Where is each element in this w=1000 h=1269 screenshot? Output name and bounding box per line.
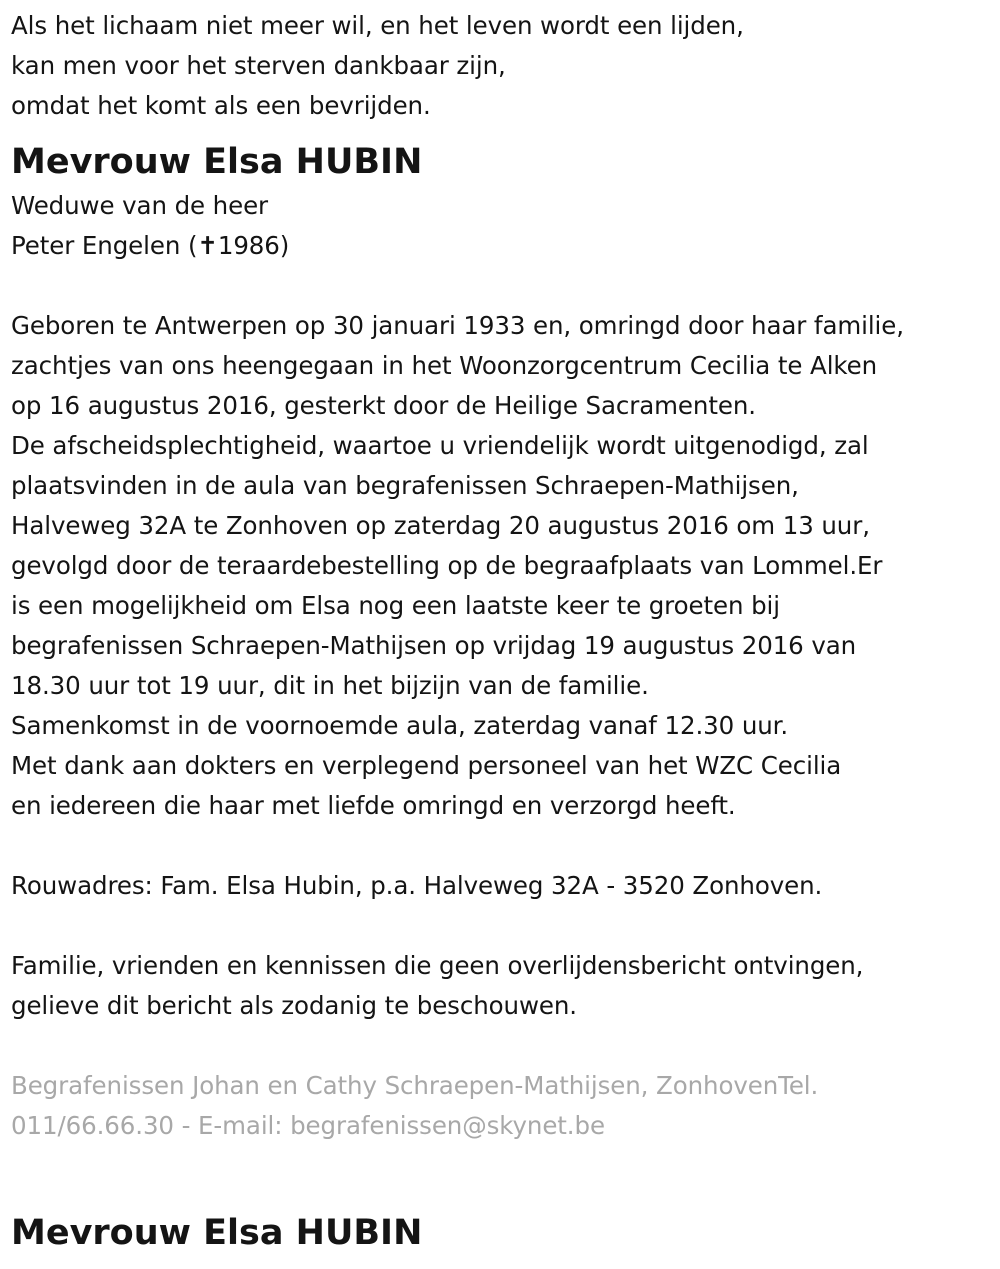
funeral-home-line: Begrafenissen Johan en Cathy Schraepen-Mathijsen, ZonhovenTel. <box>11 1071 819 1100</box>
notice-line: gelieve dit bericht als zodanig te beschouwen. <box>11 991 577 1020</box>
deceased-name-footer-heading: Mevrouw Elsa HUBIN <box>11 1213 423 1253</box>
deceased-name-heading: Mevrouw Elsa HUBIN <box>11 142 423 182</box>
announcement-line: plaatsvinden in de aula van begrafenissen Schraepen-Mathijsen, <box>11 471 799 500</box>
poem-line: omdat het komt als een bevrijden. <box>11 91 431 120</box>
poem <box>11 6 996 126</box>
spouse-line: Weduwe van de heer <box>11 191 269 220</box>
announcement-line: is een mogelijkheid om Elsa nog een laatste keer te groeten bij <box>11 591 780 620</box>
announcement-line: Geboren te Antwerpen op 30 januari 1933 en, omringd door haar familie, <box>11 311 904 340</box>
announcement-line: gevolgd door de teraardebestelling op de begraafplaats van Lommel.Er <box>11 551 883 580</box>
announcement-line: Samenkomst in de voornoemde aula, zaterdag vanaf 12.30 uur. <box>11 711 789 740</box>
notice-line: Familie, vrienden en kennissen die geen overlijdensbericht ontvingen, <box>11 951 864 980</box>
spacer <box>11 826 996 866</box>
announcement-paragraph <box>11 306 996 826</box>
announcement-line: Met dank aan dokters en verplegend personeel van het WZC Cecilia <box>11 751 842 780</box>
mourning-address: Rouwadres: Fam. Elsa Hubin, p.a. Halveweg 32A - 3520 Zonhoven. <box>11 871 823 900</box>
spacer <box>11 1026 996 1066</box>
funeral-home-footer <box>11 1066 996 1146</box>
announcement-line: begrafenissen Schraepen-Mathijsen op vrijdag 19 augustus 2016 van <box>11 631 857 660</box>
spacer <box>11 906 996 946</box>
funeral-home-line: 011/66.66.30 - E-mail: begrafenissen@skynet.be <box>11 1111 605 1140</box>
obituary-document <box>11 6 996 1146</box>
spouse-info <box>11 186 996 266</box>
announcement-line: op 16 augustus 2016, gesterkt door de Heilige Sacramenten. <box>11 391 756 420</box>
notice-paragraph <box>11 946 996 1026</box>
announcement-line: 18.30 uur tot 19 uur, dit in het bijzijn van de familie. <box>11 671 649 700</box>
announcement-line: Halveweg 32A te Zonhoven op zaterdag 20 augustus 2016 om 13 uur, <box>11 511 870 540</box>
announcement-line: en iedereen die haar met liefde omringd en verzorgd heeft. <box>11 791 736 820</box>
poem-line: Als het lichaam niet meer wil, en het leven wordt een lijden, <box>11 11 744 40</box>
announcement-line: De afscheidsplechtigheid, waartoe u vriendelijk wordt uitgenodigd, zal <box>11 431 869 460</box>
spacer <box>11 266 996 306</box>
announcement-line: zachtjes van ons heengegaan in het Woonzorgcentrum Cecilia te Alken <box>11 351 878 380</box>
spouse-line: Peter Engelen (✝1986) <box>11 231 290 260</box>
poem-line: kan men voor het sterven dankbaar zijn, <box>11 51 506 80</box>
